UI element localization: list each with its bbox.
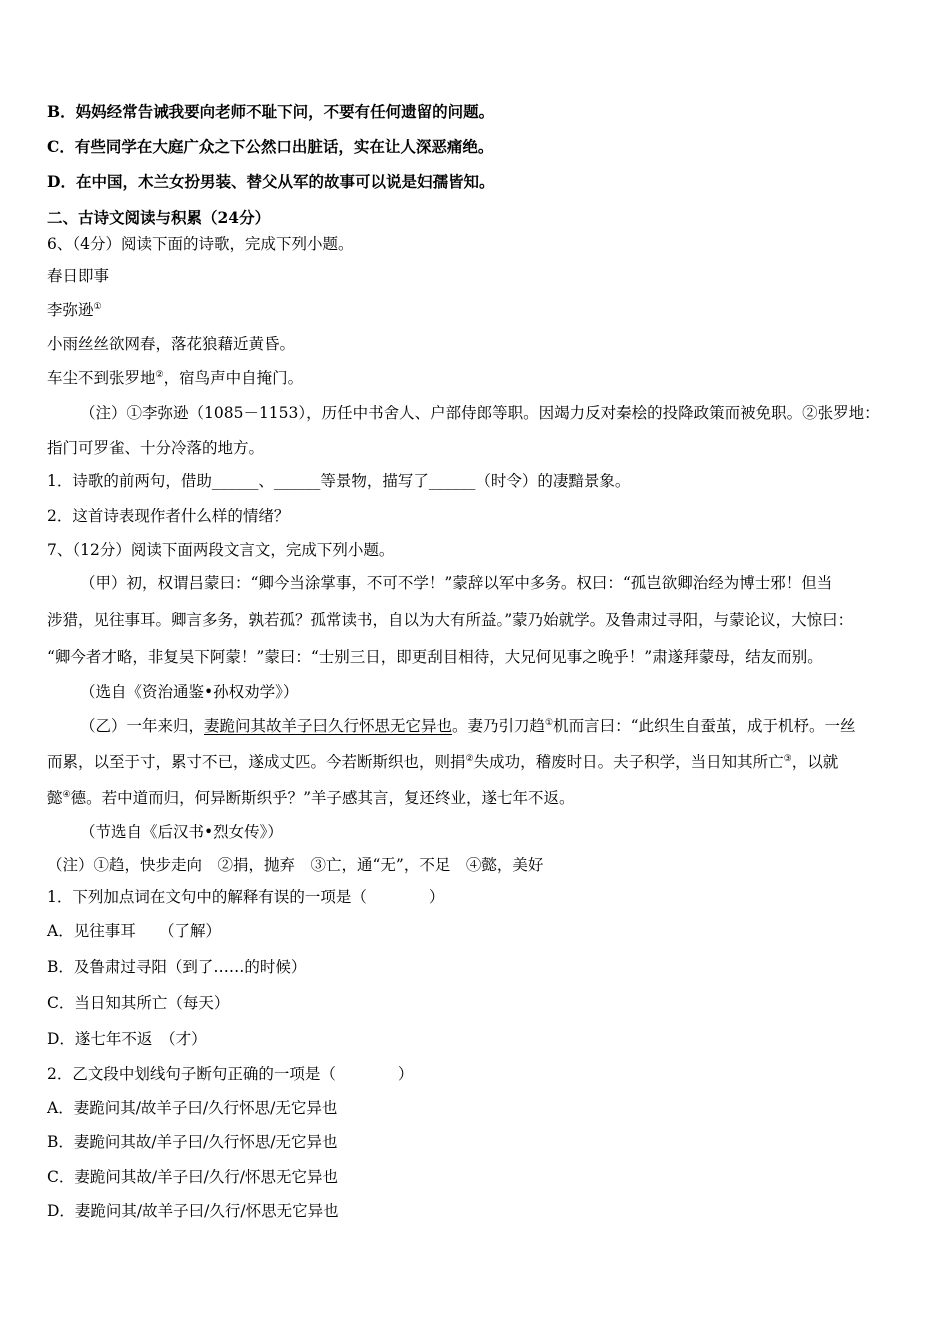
passage-notes: （注）①趋，快步走向 ②捐，抛弃 ③亡，通“无”，不足 ④懿，美好 (47, 856, 544, 874)
passage-yi-part: 机而言曰：“此织生自蚕茧，成于机杼。一丝 (553, 717, 856, 735)
q5-option-c: C．有些同学在大庭广众之下公然口出脏话，实在让人深恶痛绝。 (47, 137, 494, 156)
q7-1-option-a: A．见往事耳 （了解） (47, 922, 221, 940)
poem-line-2-part: 车尘不到张罗地 (47, 369, 156, 387)
footnote-mark: ③ (783, 754, 792, 764)
q6-intro: 6、（4分）阅读下面的诗歌，完成下列小题。 (47, 235, 354, 253)
q7-intro: 7、（12分）阅读下面两段文言文，完成下列小题。 (47, 541, 395, 559)
q5-option-b: B．妈妈经常告诫我要向老师不耻下问，不要有任何遗留的问题。 (47, 102, 495, 121)
passage-jia-line-1: （甲）初，权谓吕蒙曰：“卿今当涂掌事，不可不学！”蒙辞以军中多务。权曰：“孤岂欲卿治经为博士邪！但当 (80, 574, 833, 592)
q7-2-option-d: D．妻跪问其/故羊子曰/久行/怀思无它异也 (47, 1202, 339, 1220)
footnote-mark: ② (155, 370, 164, 380)
poem-author (47, 299, 102, 321)
q7-sub-question-1: 1．下列加点词在文句中的解释有误的一项是（ ） (47, 888, 445, 906)
footnote-mark: ④ (62, 790, 71, 800)
poem-line-2 (47, 367, 303, 389)
q6-sub-question-1: 1．诗歌的前两句，借助______、______等景物，描写了______（时令）的凄黯景象。 (47, 472, 631, 490)
author-name: 李弥逊 (47, 301, 94, 319)
passage-jia-line-2: 涉猎，见往事耳。卿言多务，孰若孤？孤常读书，自以为大有所益。”蒙乃始就学。及鲁肃过寻阳，与蒙论议，大惊曰： (47, 611, 854, 629)
passage-yi-source: （节选自《后汉书•烈女传》） (80, 823, 283, 841)
underlined-sentence: 妻跪问其故羊子曰久行怀思无它异也 (204, 717, 453, 735)
q7-2-option-a: A．妻跪问其/故羊子曰/久行怀思/无它异也 (47, 1099, 338, 1117)
section-heading: 二、古诗文阅读与积累（24分） (47, 208, 271, 227)
passage-yi-part: 失成功，稽废时日。夫子积学，当日知其所亡 (473, 753, 784, 771)
passage-yi-line-1 (80, 715, 856, 737)
passage-yi-part: （乙）一年来归， (80, 717, 205, 735)
footnote-mark: ① (545, 718, 554, 728)
passage-yi-line-3 (47, 787, 575, 809)
passage-yi-part: 德。若中道而归，何异断斯织乎？”羊子感其言，复还终业，遂七年不返。 (70, 789, 575, 807)
passage-jia-source: （选自《资治通鉴•孙权劝学》） (80, 683, 299, 701)
passage-yi-part: 。妻乃引刀趋 (452, 717, 546, 735)
poem-note-line-1: （注）①李弥逊（1085－1153），历任中书舍人、户部侍郎等职。因竭力反对秦桧的投降政策而被免职。②张罗地： (80, 404, 880, 422)
q7-1-option-b: B．及鲁肃过寻阳（到了……的时候） (47, 958, 307, 976)
poem-note-line-2: 指门可罗雀、十分冷落的地方。 (47, 439, 265, 457)
passage-jia-line-3: “卿今者才略，非复吴下阿蒙！”蒙曰：“士别三日，即更刮目相待，大兄何见事之晚乎！”肃遂拜蒙母，结友而别。 (47, 648, 823, 666)
passage-yi-line-2 (47, 751, 838, 773)
footnote-mark: ① (93, 302, 102, 312)
q7-sub-question-2: 2．乙文段中划线句子断句正确的一项是（ ） (47, 1065, 414, 1083)
q5-option-d: D．在中国，木兰女扮男装、替父从军的故事可以说是妇孺皆知。 (47, 172, 495, 191)
passage-yi-part: 懿 (47, 789, 63, 807)
poem-title: 春日即事 (47, 267, 110, 285)
q7-1-option-c: C．当日知其所亡（每天） (47, 994, 230, 1012)
poem-line-1: 小雨丝丝欲网春，落花狼藉近黄昏。 (47, 335, 296, 353)
q7-2-option-b: B．妻跪问其故/羊子曰/久行怀思/无它异也 (47, 1133, 338, 1151)
footnote-mark: ② (465, 754, 474, 764)
q7-1-option-d: D．遂七年不返 （才） (47, 1030, 207, 1048)
q6-sub-question-2: 2．这首诗表现作者什么样的情绪？ (47, 507, 290, 525)
q7-2-option-c: C．妻跪问其故/羊子曰/久行/怀思无它异也 (47, 1168, 339, 1186)
passage-yi-part: ，以就 (791, 753, 839, 771)
poem-line-2-part: ，宿鸟声中自掩门。 (163, 369, 304, 387)
passage-yi-part: 而累，以至于寸，累寸不已，遂成丈匹。今若断斯织也，则捐 (47, 753, 466, 771)
